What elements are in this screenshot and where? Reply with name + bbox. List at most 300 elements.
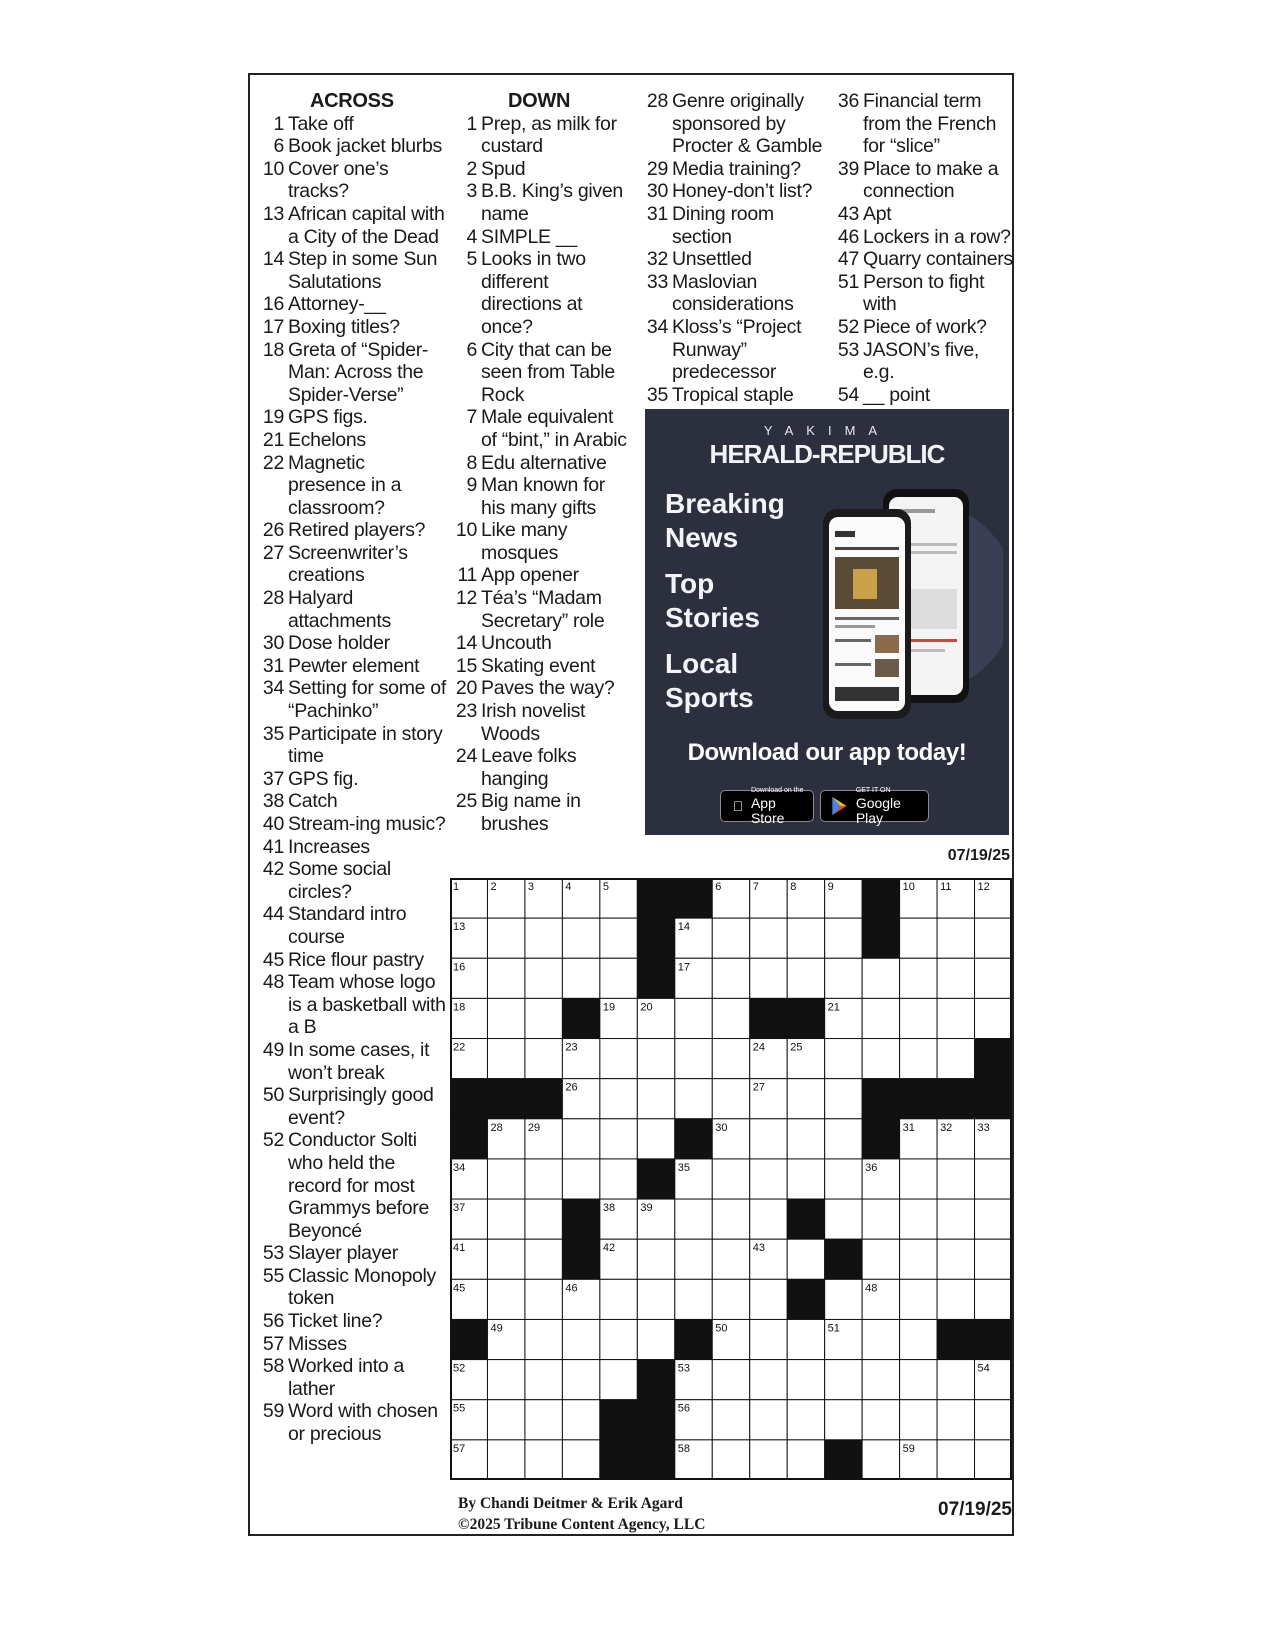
grid-cell[interactable]: [525, 918, 562, 958]
grid-cell[interactable]: [675, 1039, 712, 1079]
black-square: [637, 958, 674, 998]
cell-number: 26: [565, 1081, 578, 1094]
clue-text: Tropical staple: [672, 383, 794, 406]
grid-cell[interactable]: [862, 1239, 899, 1279]
grid-cell[interactable]: [562, 1159, 599, 1199]
grid-cell[interactable]: [675, 1079, 712, 1119]
clue-item: [834, 90, 1014, 158]
grid-cell[interactable]: [787, 1079, 824, 1119]
grid-cell[interactable]: [975, 1199, 1012, 1239]
clue-item: [452, 406, 632, 451]
clue-number: 6: [273, 135, 284, 158]
clue-text: Media training?: [672, 157, 801, 180]
clue-item: [262, 1310, 447, 1333]
grid-cell[interactable]: [712, 1079, 749, 1119]
grid-cell[interactable]: [750, 1119, 787, 1159]
clue-text: Looks in two different directions at once?: [481, 248, 586, 338]
black-square: [637, 1360, 674, 1400]
grid-cell[interactable]: [787, 1440, 824, 1480]
clue-number: 45: [262, 948, 284, 971]
grid-cell[interactable]: [862, 1440, 899, 1480]
grid-cell[interactable]: [600, 1159, 637, 1199]
grid-cell[interactable]: [562, 958, 599, 998]
grid-cell[interactable]: [750, 1440, 787, 1480]
grid-cell[interactable]: [975, 1400, 1012, 1440]
cell-number: 43: [752, 1242, 765, 1255]
app-store-label: App Store: [750, 795, 785, 826]
grid-cell[interactable]: [562, 918, 599, 958]
grid-cell[interactable]: [900, 1279, 937, 1319]
grid-cell[interactable]: [787, 958, 824, 998]
clue-number: 9: [466, 474, 477, 497]
grid-cell[interactable]: [750, 1319, 787, 1359]
grid-cell[interactable]: [600, 918, 637, 958]
grid-cell[interactable]: [487, 1199, 524, 1239]
grid-cell[interactable]: [637, 1279, 674, 1319]
cell-number: 10: [902, 881, 915, 893]
clue-number: 15: [455, 654, 477, 677]
grid-cell[interactable]: [750, 1159, 787, 1199]
grid-cell[interactable]: [825, 1279, 862, 1319]
clue-number: 5: [466, 248, 477, 271]
grid-cell[interactable]: [562, 1119, 599, 1159]
cell-number: 58: [677, 1442, 691, 1455]
herald-republic-ad[interactable]: [645, 409, 1009, 835]
clue-item: [262, 768, 447, 791]
grid-cell[interactable]: [712, 918, 749, 958]
grid-cell[interactable]: [937, 1440, 974, 1480]
cell-number: 41: [453, 1242, 466, 1255]
grid-cell[interactable]: [975, 918, 1012, 958]
black-square: [975, 1079, 1012, 1119]
grid-cell[interactable]: [862, 1400, 899, 1440]
cell-number: 35: [677, 1161, 691, 1174]
clue-item: [834, 248, 1014, 271]
black-square: [787, 1279, 824, 1319]
grid-cell[interactable]: [600, 1119, 637, 1159]
play-icon: [829, 796, 850, 816]
headline-top-stories: Top Stories: [665, 568, 760, 633]
grid-cell[interactable]: [825, 1400, 862, 1440]
clue-text: Uncouth: [481, 632, 552, 655]
clue-item: [262, 655, 447, 678]
clue-number: 41: [262, 835, 284, 858]
grid-cell[interactable]: [750, 1279, 787, 1319]
grid-cell[interactable]: [637, 1319, 674, 1359]
grid-cell[interactable]: [937, 1199, 974, 1239]
clue-number: 49: [262, 1038, 284, 1061]
grid-cell[interactable]: [525, 1279, 562, 1319]
grid-cell[interactable]: [487, 1239, 524, 1279]
clue-number: 38: [262, 790, 284, 813]
grid-cell[interactable]: [937, 1039, 974, 1079]
clue-item: [452, 248, 632, 338]
grid-cell[interactable]: [937, 1159, 974, 1199]
cell-number: 45: [453, 1282, 466, 1295]
grid-cell[interactable]: [712, 958, 749, 998]
grid-cell[interactable]: [787, 1239, 824, 1279]
grid-cell[interactable]: [750, 958, 787, 998]
clue-number: 16: [262, 293, 284, 316]
grid-cell[interactable]: [787, 1319, 824, 1359]
grid-cell[interactable]: [975, 1239, 1012, 1279]
grid-cell[interactable]: [825, 1360, 862, 1400]
grid-cell[interactable]: [562, 1440, 599, 1480]
crossword-grid[interactable]: [450, 878, 1012, 1480]
clue-item: [262, 790, 447, 813]
clue-number: 59: [262, 1400, 284, 1423]
download-cta: Download our app today!: [687, 739, 967, 766]
across-clue-list: [262, 113, 447, 1446]
clue-item: [644, 316, 829, 384]
grid-cell[interactable]: [900, 1360, 937, 1400]
cell-number: 46: [565, 1282, 578, 1295]
grid-cell[interactable]: [487, 998, 524, 1038]
clue-text: Setting for some of “Pachinko”: [288, 677, 446, 723]
grid-cell[interactable]: [712, 1279, 749, 1319]
clue-number: 23: [455, 700, 477, 723]
clue-number: 52: [837, 315, 859, 338]
clue-text: Misses: [288, 1332, 347, 1355]
grid-cell[interactable]: [600, 1279, 637, 1319]
byline-copyright: ©2025 Tribune Content Agency, LLC: [458, 1516, 706, 1533]
clue-number: 17: [262, 315, 284, 338]
grid-cell[interactable]: [712, 1199, 749, 1239]
grid-cell[interactable]: [637, 1119, 674, 1159]
app-store-small-label: Download on the: [750, 787, 804, 794]
black-square: [750, 998, 787, 1038]
grid-cell[interactable]: [525, 998, 562, 1038]
clue-number: 11: [457, 564, 477, 587]
grid-cell[interactable]: [600, 1079, 637, 1119]
clue-item: [262, 158, 447, 203]
clue-number: 14: [262, 248, 284, 271]
grid-cell[interactable]: [825, 1159, 862, 1199]
clue-item: [262, 1242, 447, 1265]
clue-item: [452, 452, 632, 475]
grid-cell[interactable]: [562, 1400, 599, 1440]
clue-item: [452, 790, 632, 835]
cell-number: 12: [977, 881, 990, 893]
clue-item: [452, 677, 632, 700]
clue-number: 44: [262, 903, 284, 926]
clue-text: GPS figs.: [288, 406, 368, 429]
grid-cell[interactable]: [975, 998, 1012, 1038]
grid-cell[interactable]: [825, 958, 862, 998]
grid-cell[interactable]: [487, 958, 524, 998]
clue-item: [452, 632, 632, 655]
grid-cell[interactable]: [787, 1119, 824, 1159]
clue-text: __ point: [863, 383, 930, 406]
cell-number: 48: [865, 1282, 878, 1295]
clue-text: Like many mosques: [481, 519, 568, 564]
brand-city: YAKIMA: [763, 423, 891, 438]
black-square: [637, 1440, 674, 1480]
clue-text: Magnetic presence in a classroom?: [288, 451, 402, 519]
clue-text: Ticket line?: [288, 1310, 383, 1333]
grid-cell[interactable]: [487, 1279, 524, 1319]
grid-cell[interactable]: [637, 1239, 674, 1279]
grid-cell[interactable]: [787, 1360, 824, 1400]
clue-item: [262, 339, 447, 407]
clue-number: 42: [262, 858, 284, 881]
clue-item: [452, 113, 632, 158]
clue-item: [452, 745, 632, 790]
clue-text: Retired players?: [288, 519, 426, 542]
clue-number: 26: [262, 519, 284, 542]
clue-text: Classic Monopoly token: [288, 1264, 437, 1310]
clue-item: [644, 203, 829, 248]
clue-text: Piece of work?: [863, 315, 987, 338]
clue-number: 34: [262, 677, 284, 700]
clue-item: [644, 180, 829, 203]
black-square: [975, 1319, 1012, 1359]
black-square: [450, 1319, 487, 1359]
clue-item: [834, 158, 1014, 203]
grid-cell[interactable]: [937, 1239, 974, 1279]
black-square: [562, 1199, 599, 1239]
clue-item: [262, 1355, 447, 1400]
crossword-grid-svg[interactable]: [450, 878, 1012, 1480]
clue-number: 58: [262, 1355, 284, 1378]
clue-item: [262, 723, 447, 768]
grid-cell[interactable]: [600, 958, 637, 998]
grid-cell[interactable]: [862, 1039, 899, 1079]
clue-item: [262, 542, 447, 587]
grid-cell[interactable]: [487, 918, 524, 958]
clue-number: 53: [837, 338, 859, 361]
cell-number: 28: [490, 1121, 503, 1134]
cell-number: 2: [490, 881, 497, 893]
grid-cell[interactable]: [937, 1400, 974, 1440]
clue-number: 40: [262, 813, 284, 835]
grid-cell[interactable]: [937, 958, 974, 998]
grid-cell[interactable]: [975, 958, 1012, 998]
clue-number: 2: [466, 157, 477, 180]
clue-number: 22: [262, 451, 284, 474]
clue-item: [452, 519, 632, 564]
grid-cell[interactable]: [825, 1039, 862, 1079]
clue-number: 28: [262, 587, 284, 610]
clue-text: Step in some Sun Salutations: [288, 248, 438, 293]
grid-cell[interactable]: [750, 1199, 787, 1239]
clue-item: [452, 180, 632, 225]
cell-number: 56: [677, 1402, 691, 1415]
clue-text: Irish novelist Woods: [481, 700, 586, 745]
grid-cell[interactable]: [825, 1199, 862, 1239]
clue-item: [262, 519, 447, 542]
clue-item: [262, 316, 447, 339]
clue-text: Rice flour pastry: [288, 948, 424, 971]
down-clues-continued-2: [834, 90, 1014, 406]
byline-authors: By Chandi Deitmer & Erik Agard: [458, 1495, 683, 1512]
grid-cell[interactable]: [750, 918, 787, 958]
grid-cell[interactable]: [487, 1440, 524, 1480]
clue-text: Paves the way?: [481, 677, 615, 700]
black-square: [562, 998, 599, 1038]
black-square: [600, 1400, 637, 1440]
clue-item: [834, 271, 1014, 316]
byline: [458, 1493, 705, 1535]
clue-text: Word with chosen or precious: [288, 1400, 438, 1446]
grid-cell[interactable]: [787, 1159, 824, 1199]
grid-cell[interactable]: [600, 1360, 637, 1400]
clue-item: [262, 1333, 447, 1356]
grid-cell[interactable]: [787, 1400, 824, 1440]
cell-number: 4: [565, 881, 572, 893]
clue-item: [834, 226, 1014, 249]
cell-number: 7: [752, 881, 759, 893]
clue-text: Skating event: [481, 654, 596, 677]
clue-number: 13: [262, 202, 284, 225]
grid-cell[interactable]: [712, 1360, 749, 1400]
cell-number: 1: [453, 881, 460, 893]
cell-number: 37: [453, 1202, 466, 1215]
grid-cell[interactable]: [675, 1239, 712, 1279]
cell-number: 5: [602, 881, 609, 893]
grid-cell[interactable]: [825, 918, 862, 958]
black-square: [862, 1119, 899, 1159]
grid-cell[interactable]: [525, 1239, 562, 1279]
clue-number: 35: [262, 722, 284, 745]
grid-cell[interactable]: [937, 998, 974, 1038]
grid-cell[interactable]: [937, 1279, 974, 1319]
grid-cell[interactable]: [712, 1400, 749, 1440]
grid-cell[interactable]: [487, 1039, 524, 1079]
black-square: [825, 1239, 862, 1279]
grid-cell[interactable]: [712, 998, 749, 1038]
grid-cell[interactable]: [750, 1360, 787, 1400]
apple-icon: [727, 798, 749, 814]
clue-number: 33: [646, 270, 668, 293]
cell-number: 24: [752, 1041, 765, 1054]
grid-cell[interactable]: [975, 1279, 1012, 1319]
grid-cell[interactable]: [525, 1360, 562, 1400]
grid-cell[interactable]: [712, 1039, 749, 1079]
clue-item: [262, 632, 447, 655]
grid-cell[interactable]: [825, 1079, 862, 1119]
headline-breaking-news: Breaking News: [665, 488, 785, 553]
clue-item: [262, 587, 447, 632]
grid-cell[interactable]: [900, 1319, 937, 1359]
clue-text: Prep, as milk for custard: [481, 112, 617, 158]
grid-cell[interactable]: [525, 1199, 562, 1239]
grid-cell[interactable]: [900, 918, 937, 958]
clue-number: 27: [262, 541, 284, 564]
grid-cell[interactable]: [637, 1039, 674, 1079]
grid-cell[interactable]: [900, 1199, 937, 1239]
grid-cell[interactable]: [487, 1400, 524, 1440]
clue-item: [262, 1039, 447, 1084]
clue-number: 30: [646, 180, 668, 203]
google-play-label: Google Play: [855, 795, 901, 826]
grid-cell[interactable]: [562, 1360, 599, 1400]
clue-text: Place to make a connection: [863, 157, 999, 203]
grid-cell[interactable]: [975, 1440, 1012, 1480]
clue-text: Maslovian considerations: [672, 270, 794, 316]
clue-item: [262, 429, 447, 452]
grid-cell[interactable]: [562, 1319, 599, 1359]
clue-number: 46: [837, 225, 859, 248]
google-play-button[interactable]: [820, 787, 929, 826]
clue-number: 10: [455, 519, 477, 542]
grid-cell[interactable]: [937, 1360, 974, 1400]
grid-cell[interactable]: [525, 1400, 562, 1440]
clue-number: 31: [262, 654, 284, 677]
clue-text: Conductor Solti who held the record for most Grammys before Beyoncé: [288, 1129, 430, 1242]
grid-cell[interactable]: [675, 1279, 712, 1319]
grid-cell[interactable]: [525, 958, 562, 998]
grid-cell[interactable]: [862, 1360, 899, 1400]
clue-item: [834, 384, 1014, 407]
grid-cell[interactable]: [712, 1440, 749, 1480]
grid-cell[interactable]: [937, 918, 974, 958]
cell-number: 23: [565, 1041, 578, 1054]
grid-cell[interactable]: [712, 1239, 749, 1279]
grid-cell[interactable]: [900, 998, 937, 1038]
clue-text: Big name in brushes: [481, 790, 581, 835]
grid-cell[interactable]: [862, 958, 899, 998]
grid-cell[interactable]: [862, 1319, 899, 1359]
down-clue-list-2: [644, 90, 829, 406]
grid-cell[interactable]: [862, 1199, 899, 1239]
grid-cell[interactable]: [825, 1119, 862, 1159]
black-square: [675, 1319, 712, 1359]
clue-number: 52: [262, 1129, 284, 1152]
grid-cell[interactable]: [900, 1039, 937, 1079]
clue-item: [452, 339, 632, 407]
black-square: [787, 1199, 824, 1239]
grid-cell[interactable]: [487, 1360, 524, 1400]
black-square: [862, 878, 899, 918]
grid-cell[interactable]: [675, 998, 712, 1038]
clue-text: App opener: [481, 564, 579, 587]
grid-cell[interactable]: [900, 1239, 937, 1279]
clue-number: 34: [646, 315, 668, 338]
clue-item: [262, 113, 447, 136]
black-square: [637, 1400, 674, 1440]
cell-number: 49: [490, 1322, 503, 1335]
grid-cell[interactable]: [900, 1400, 937, 1440]
grid-cell[interactable]: [525, 1159, 562, 1199]
grid-cell[interactable]: [862, 998, 899, 1038]
grid-cell[interactable]: [637, 1079, 674, 1119]
clue-number: 8: [466, 451, 477, 474]
grid-cell[interactable]: [525, 1319, 562, 1359]
grid-cell[interactable]: [600, 1039, 637, 1079]
cell-number: 17: [677, 961, 691, 974]
grid-cell[interactable]: [525, 1440, 562, 1480]
cell-number: 38: [602, 1202, 616, 1215]
grid-cell[interactable]: [487, 1159, 524, 1199]
grid-cell[interactable]: [675, 1199, 712, 1239]
cell-number: 42: [602, 1242, 616, 1255]
grid-cell[interactable]: [787, 918, 824, 958]
cell-number: 21: [827, 1001, 840, 1014]
cell-number: 22: [453, 1041, 466, 1054]
grid-cell[interactable]: [750, 1400, 787, 1440]
cell-number: 53: [677, 1362, 691, 1375]
grid-cell[interactable]: [900, 958, 937, 998]
black-square: [862, 918, 899, 958]
app-store-button[interactable]: [720, 787, 814, 826]
grid-cell[interactable]: [975, 1159, 1012, 1199]
grid-cell[interactable]: [900, 1159, 937, 1199]
grid-cell[interactable]: [600, 1319, 637, 1359]
clue-text: Surprisingly good event?: [288, 1084, 434, 1129]
grid-cell[interactable]: [525, 1039, 562, 1079]
grid-cell[interactable]: [712, 1159, 749, 1199]
